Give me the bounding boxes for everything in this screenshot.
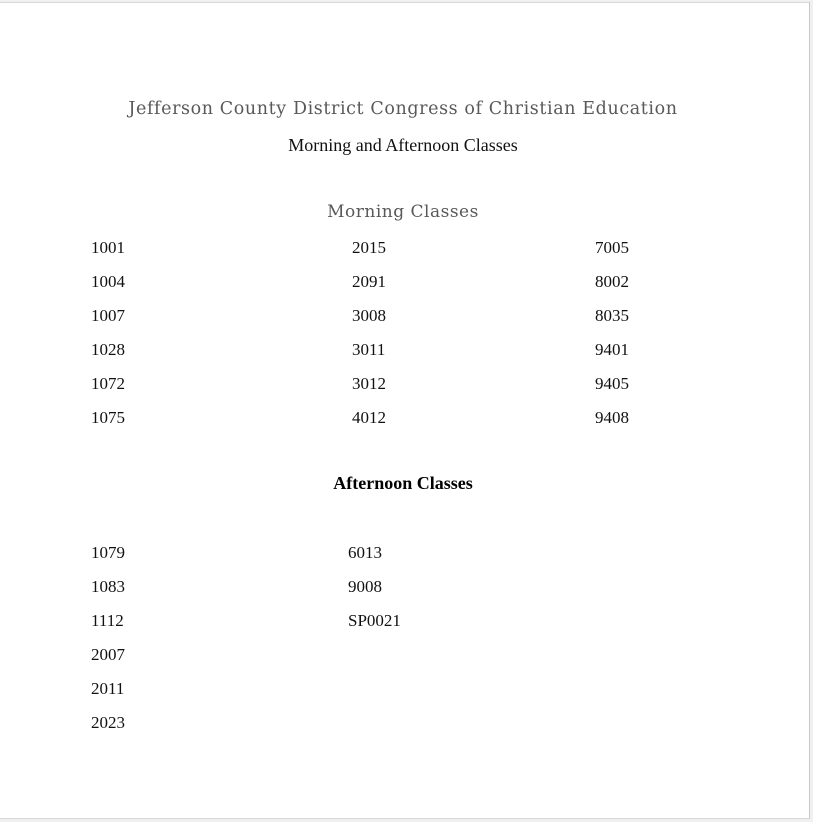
morning-classes-column-3 xyxy=(595,231,629,435)
morning-classes-heading: Morning Classes xyxy=(327,202,479,222)
afternoon-classes-heading: Afternoon Classes xyxy=(333,473,473,493)
class-number: 2023 xyxy=(91,713,125,732)
class-number: 1112 xyxy=(91,611,124,630)
class-number: 9405 xyxy=(595,374,629,393)
class-number: 8002 xyxy=(595,272,629,291)
class-number: 6013 xyxy=(348,543,382,562)
document-page xyxy=(0,2,810,819)
afternoon-classes-column-2 xyxy=(348,536,401,638)
class-number: 9401 xyxy=(595,340,629,359)
class-number: 3012 xyxy=(352,374,386,393)
class-number: 8035 xyxy=(595,306,629,325)
class-number: 2011 xyxy=(91,679,125,698)
afternoon-classes-column-1 xyxy=(91,536,125,740)
class-number: 1072 xyxy=(91,374,125,393)
morning-classes-column-2 xyxy=(352,231,386,435)
class-number: SP0021 xyxy=(348,611,401,630)
class-number: 1004 xyxy=(91,272,125,291)
document-title: Jefferson County District Congress of Christian Education xyxy=(128,99,678,119)
class-number: 1075 xyxy=(91,408,125,427)
class-number: 9408 xyxy=(595,408,629,427)
class-number: 3008 xyxy=(352,306,386,325)
class-number: 9008 xyxy=(348,577,382,596)
class-number: 3011 xyxy=(352,340,386,359)
class-number: 7005 xyxy=(595,238,629,257)
class-number: 1001 xyxy=(91,238,125,257)
class-number: 2091 xyxy=(352,272,386,291)
class-number: 1007 xyxy=(91,306,125,325)
class-number: 4012 xyxy=(352,408,386,427)
class-number: 2015 xyxy=(352,238,386,257)
document-subtitle: Morning and Afternoon Classes xyxy=(288,135,518,155)
morning-classes-column-1 xyxy=(91,231,125,435)
class-number: 1083 xyxy=(91,577,125,596)
class-number: 2007 xyxy=(91,645,125,664)
class-number: 1028 xyxy=(91,340,125,359)
class-number: 1079 xyxy=(91,543,125,562)
